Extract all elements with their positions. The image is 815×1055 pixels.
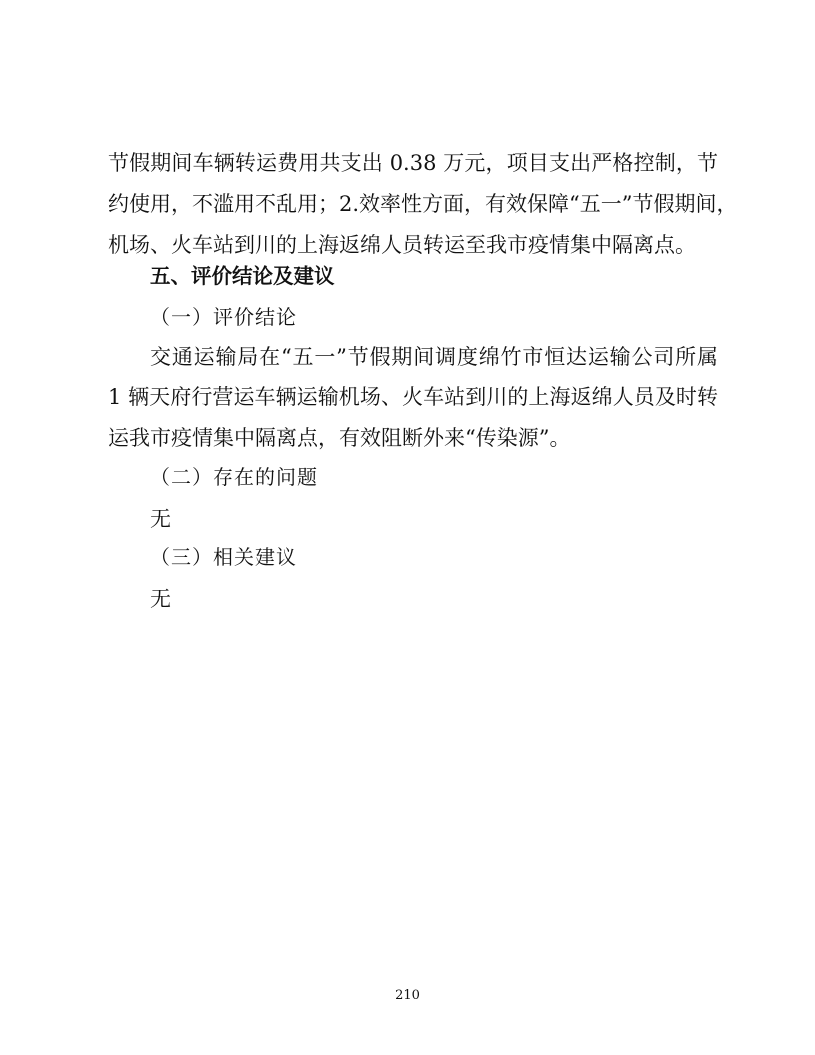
- subsection-body: 无: [150, 507, 171, 531]
- page-number: 210: [395, 988, 420, 1003]
- paragraph-line: 1 辆天府行营运车辆运输机场、火车站到川的上海返绵人员及时转: [108, 385, 718, 409]
- subsection-heading: （三）相关建议: [150, 545, 297, 569]
- paragraph-line: 节假期间车辆转运费用共支出 0.38 万元，项目支出严格控制，节: [108, 151, 718, 175]
- paragraph-line: 运我市疫情集中隔离点，有效阻断外来“传染源”。: [108, 426, 571, 450]
- subsection-heading: （二）存在的问题: [150, 465, 318, 489]
- subsection-heading: （一）评价结论: [150, 305, 297, 329]
- subsection-body: 无: [150, 587, 171, 611]
- section-heading: 五、评价结论及建议: [150, 264, 335, 288]
- paragraph-line: 机场、火车站到川的上海返绵人员转运至我市疫情集中隔离点。: [108, 233, 696, 257]
- paragraph-line: 交通运输局在“五一”节假期间调度绵竹市恒达运输公司所属: [150, 345, 718, 369]
- paragraph-line: 约使用，不滥用不乱用；2.效率性方面，有效保障“五一”节假期间，: [108, 192, 738, 216]
